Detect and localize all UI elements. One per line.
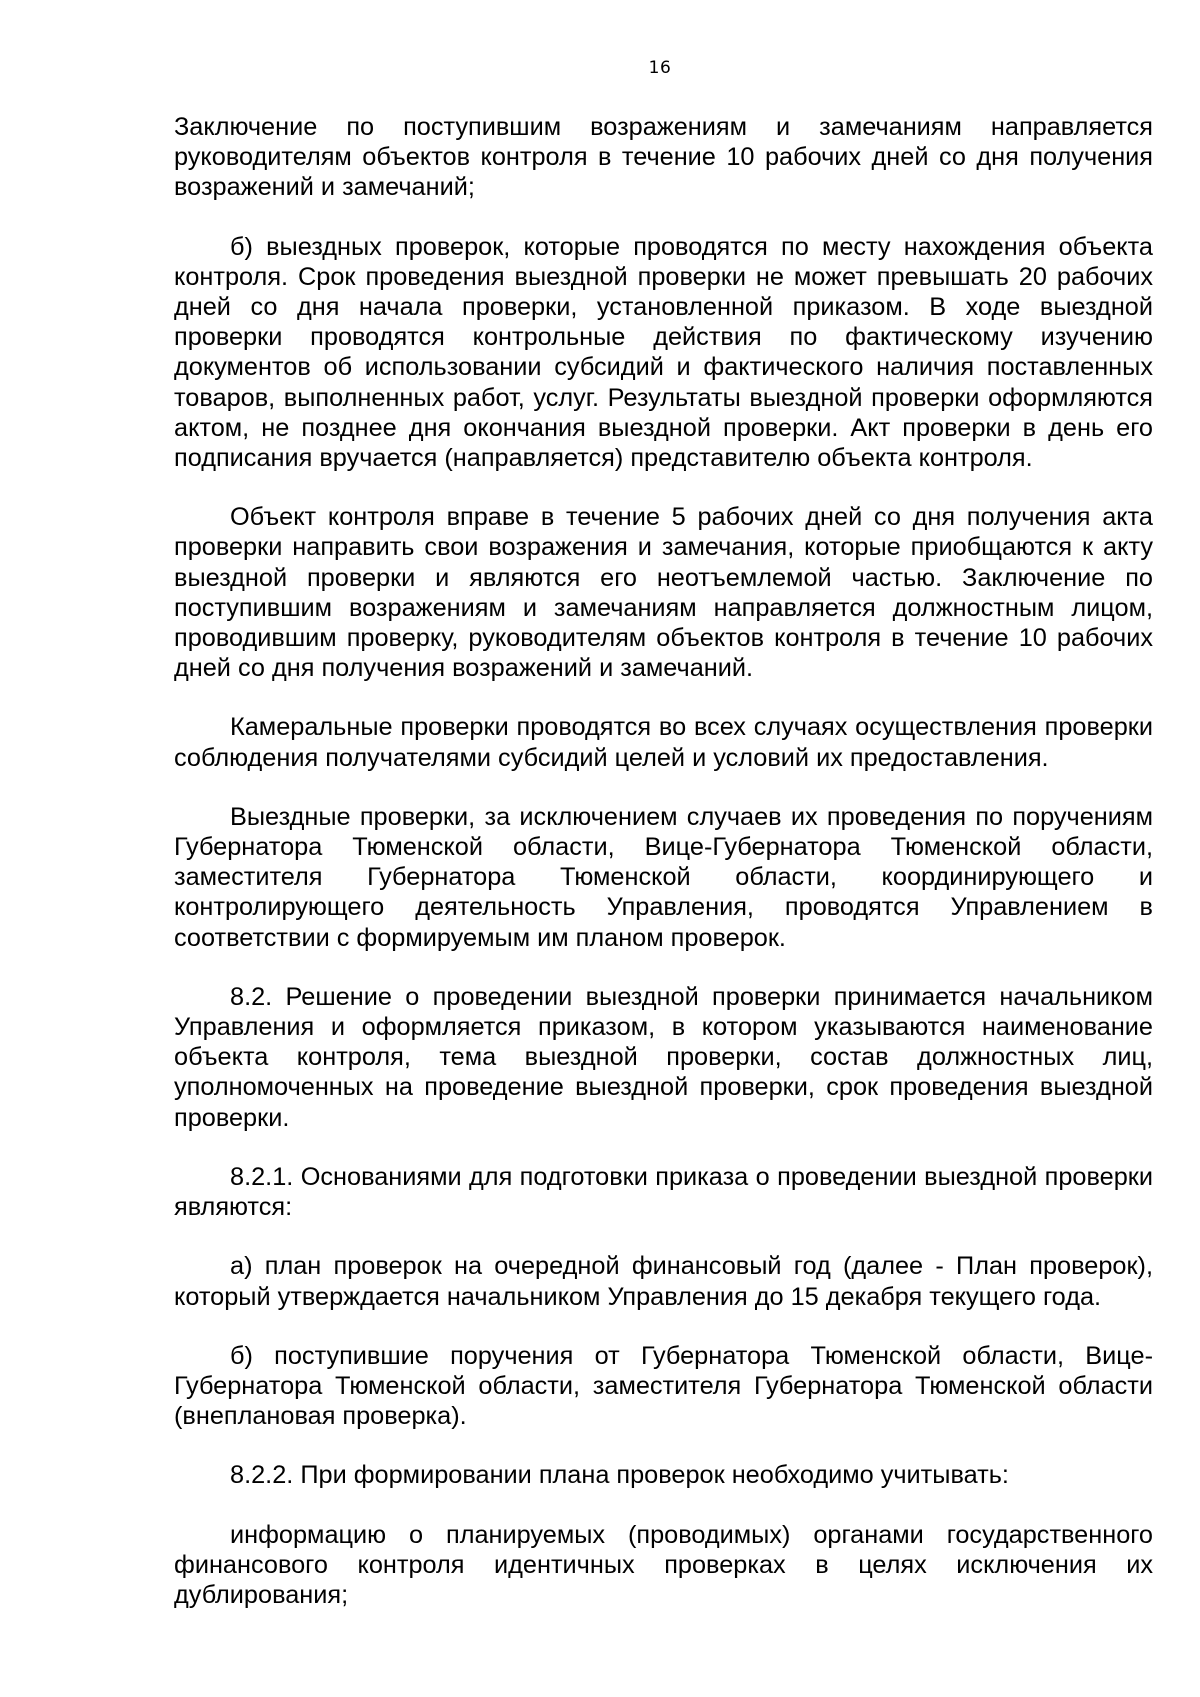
paragraph-information: информацию о планируемых (проводимых) органами государственного финансового контроля идентичных проверках в целях исключения их дублирования; (174, 1520, 1153, 1609)
document-body (174, 112, 1153, 1639)
paragraph-objections: Объект контроля вправе в течение 5 рабочих дней со дня получения акта проверки направить свои возражения и замечания, которые приобщаются к акту выездной проверки и являются его неотъемлемой частью. Заключение по поступившим возражениям и замечаниям направляется должностным лицом, проводившим проверку, руководителям объектов контроля в течение 10 рабочих дней со дня получения возражений и замечаний. (174, 503, 1153, 683)
paragraph-conclusion: Заключение по поступившим возражениям и замечаниям направляется руководителям объектов контроля в течение 10 рабочих дней со дня получения возражений и замечаний; (174, 113, 1153, 202)
page-number: 16 (648, 58, 672, 78)
paragraph-field-inspections: б) выездных проверок, которые проводятся по месту нахождения объекта контроля. Срок проведения выездной проверки не может превышать 20 рабочих дней со дня начала проверки, установленной приказом. В ходе выездной проверки проводятся контрольные действия по фактическому изучению документов об использовании субсидий и фактического наличия поставленных товаров, выполненных работ, услуг. Результаты выездной проверки оформляются актом, не позднее дня окончания выездной проверки. Акт проверки в день его подписания вручается (направляется) представителю объекта контроля. (174, 232, 1153, 473)
paragraph-field-plan: Выездные проверки, за исключением случаев их проведения по поручениям Губернатора Тюменской области, Вице-Губернатора Тюменской области, заместителя Губернатора Тюменской области, координирующего и контролирующего деятельность Управления, проводятся Управлением в соответствии с формируемым им планом проверок. (174, 802, 1153, 952)
paragraph-8-2: 8.2. Решение о проведении выездной проверки принимается начальником Управления и оформляется приказом, в котором указываются наименование объекта контроля, тема выездной проверки, состав должностных лиц, уполномоченных на проведение выездной проверки, срок проведения выездной проверки. (174, 982, 1153, 1132)
paragraph-item-a: а) план проверок на очередной финансовый год (далее - План проверок), который утверждается начальником Управления до 15 декабря текущего года. (174, 1252, 1153, 1311)
paragraph-8-2-1: 8.2.1. Основаниями для подготовки приказа о проведении выездной проверки являются: (174, 1162, 1153, 1222)
paragraph-item-b: б) поступившие поручения от Губернатора Тюменской области, Вице-Губернатора Тюменской области, заместителя Губернатора Тюменской области (внеплановая проверка). (174, 1341, 1153, 1431)
paragraph-desk-inspections: Камеральные проверки проводятся во всех случаях осуществления проверки соблюдения получателями субсидий целей и условий их предоставления. (174, 713, 1153, 772)
paragraph-8-2-2: 8.2.2. При формировании плана проверок необходимо учитывать: (230, 1461, 1009, 1490)
